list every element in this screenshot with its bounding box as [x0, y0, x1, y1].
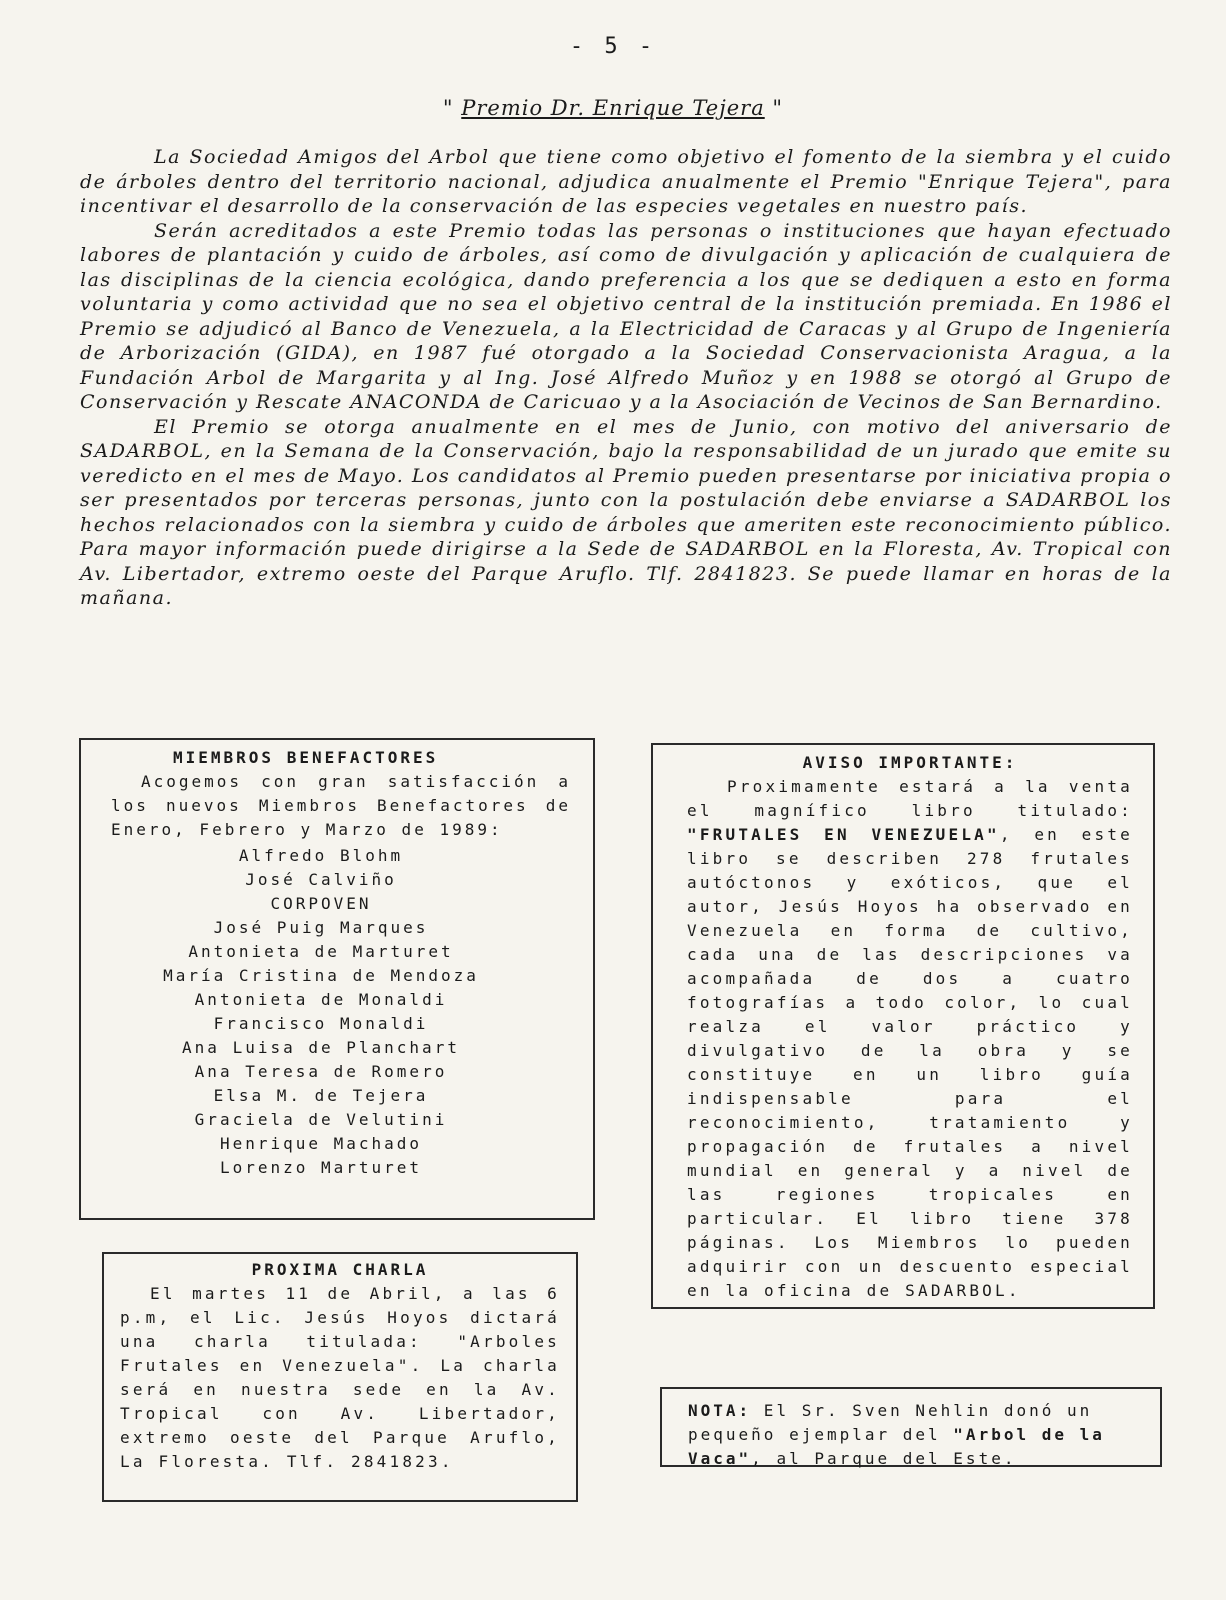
nota-tree-name: "Arbol de la Vaca": [688, 1425, 1105, 1468]
miembros-heading: MIEMBROS BENEFACTORES: [173, 748, 439, 767]
article-paragraph-1: La Sociedad Amigos del Arbol que tiene como objetivo el fomento de la siembra y el cuido de árboles dentro del territorio nacional, adjudica anualmente el Premio "Enrique Tejera", para incentivar el desarrollo de la conservación de las especies vegetales en nuestro país.: [80, 146, 1172, 217]
miembro-name: Lorenzo Marturet: [219, 1158, 423, 1177]
miembros-benefactores-box: [79, 738, 595, 1220]
page-number: - 5 -: [569, 34, 657, 59]
nota-box: [660, 1387, 1162, 1467]
charla-text: El martes 11 de Abril, a las 6 p.m, el Lic. Jesús Hoyos dictará una charla titulada: "Arboles Frutales en Venezuela". La charla será en nuestra sede en la Av. Tropical con Av. Libertador, extremo oeste del Parque Aruflo, La Floresta. Tlf. 2841823.: [120, 1284, 560, 1471]
miembro-name: José Puig Marques: [213, 918, 429, 937]
aviso-text-after: , en este libro se describen 278 frutales autóctonos y exóticos, que el autor, Jesús Hoyos ha observado en Venezuela en forma de cultivo, cada una de las descripciones va acompañada de dos a cuatro fotografías a todo color, lo cual realza el valor práctico y divulgativo de la obra y se constituye en un libro guía indispensable para el reconocimiento, tratamiento y propagación de frutales a nivel mundial en general y a nivel de las regiones tropicales en particular. El libro tiene 378 páginas. Los Miembros lo pueden adquirir con un descuento especial en la oficina de SADARBOL.: [687, 825, 1133, 1300]
miembro-name: Ana Teresa de Romero: [194, 1062, 448, 1081]
miembro-name: Francisco Monaldi: [213, 1014, 429, 1033]
title-text: Premio Dr. Enrique Tejera: [461, 96, 765, 120]
aviso-importante-box: [651, 743, 1155, 1309]
nota-label: NOTA:: [688, 1401, 752, 1420]
proxima-charla-box: [102, 1252, 578, 1502]
miembro-name: Alfredo Blohm: [238, 846, 404, 865]
article-title: [0, 96, 1226, 120]
miembro-name: Henrique Machado: [219, 1134, 423, 1153]
miembro-name: José Calviño: [245, 870, 397, 889]
nota-text-before: El Sr. Sven Nehlin donó un pequeño ejemplar del: [688, 1401, 1093, 1444]
miembros-name-list: [111, 844, 571, 1180]
article-paragraph-3: El Premio se otorga anualmente en el mes de Junio, con motivo del aniversario de SADARBOL, en la Semana de la Conservación, bajo la responsabilidad de un jurado que emite su veredicto en el mes de Mayo. Los candidatos al Premio pueden presentarse por iniciativa propia o ser presentados por terceras personas, junto con la postulación debe enviarse a SADARBOL los hechos relacionados con la siembra y cuido de árboles que ameriten este reconocimiento público. Para mayor información puede dirigirse a la Sede de SADARBOL en la Floresta, Av. Tropical con Av. Libertador, extremo oeste del Parque Aruflo. Tlf. 2841823. Se puede llamar en horas de la mañana.: [80, 415, 1172, 609]
miembro-name: Graciela de Velutini: [194, 1110, 448, 1129]
article-paragraph-2: Serán acreditados a este Premio todas las personas o instituciones que hayan efectuado labores de plantación y cuido de árboles, así como de divulgación y aplicación de cualquiera de las disciplinas de la ciencia ecológica, dando preferencia a los que se dediquen a esto en forma voluntaria y como actividad que no sea el objetivo central de la institución premiada. En 1986 el Premio se adjudicó al Banco de Venezuela, a la Electricidad de Caracas y al Grupo de Ingeniería de Arborización (GIDA), en 1987 fué otorgado a la Sociedad Conservacionista Aragua, a la Fundación Arbol de Margarita y al Ing. José Alfredo Muñoz y en 1988 se otorgó al Grupo de Conservación y Rescate ANACONDA de Caricuao y a la Asociación de Vecinos de San Bernardino.: [80, 219, 1172, 413]
title-close-quote: ": [772, 96, 784, 120]
miembro-name: Antonieta de Monaldi: [194, 990, 448, 1009]
aviso-book-title: "FRUTALES EN VENEZUELA": [687, 825, 1000, 844]
aviso-text-before: Proximamente estará a la venta el magnífico libro titulado:: [687, 777, 1133, 820]
miembro-name: María Cristina de Mendoza: [163, 966, 479, 985]
charla-heading: PROXIMA CHARLA: [251, 1260, 429, 1279]
miembro-name: Antonieta de Marturet: [188, 942, 454, 961]
aviso-text: [687, 775, 1133, 1303]
article-body: [80, 145, 1172, 611]
miembro-name: Elsa M. de Tejera: [213, 1086, 429, 1105]
title-open-quote: ": [442, 96, 454, 120]
miembro-name: CORPOVEN: [270, 894, 372, 913]
aviso-heading: AVISO IMPORTANTE:: [802, 753, 1018, 772]
nota-text: [688, 1399, 1146, 1471]
miembro-name: Ana Luisa de Planchart: [182, 1038, 460, 1057]
miembros-intro: Acogemos con gran satisfacción a los nuevos Miembros Benefactores de Enero, Febrero y Marzo de 1989:: [111, 772, 571, 839]
nota-text-after: , al Parque del Este.: [751, 1449, 1017, 1468]
